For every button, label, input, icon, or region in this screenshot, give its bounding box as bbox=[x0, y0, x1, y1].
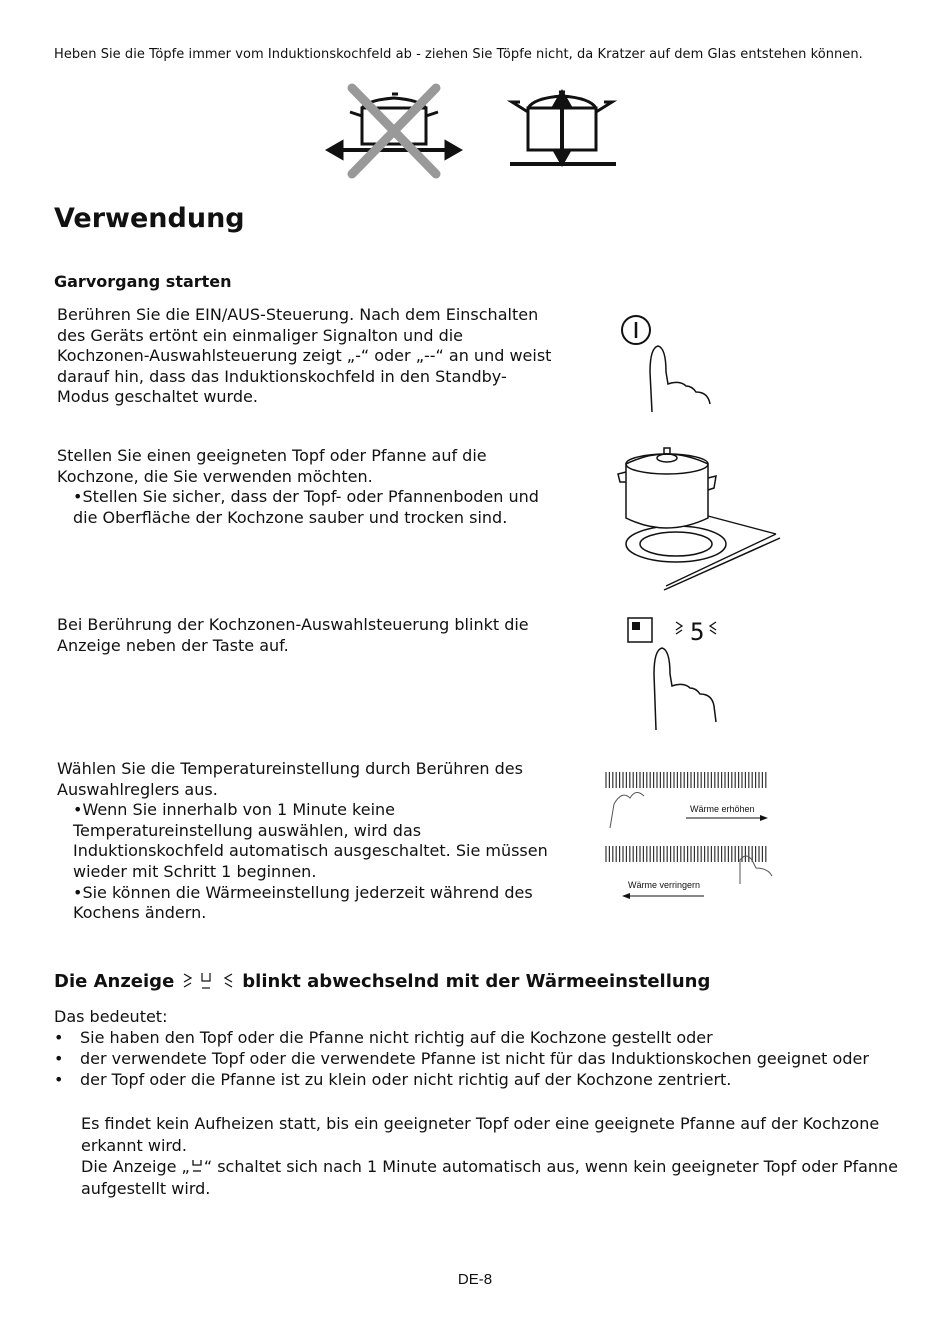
section-subheading: Garvorgang starten bbox=[54, 272, 232, 291]
step-1-line: Berühren Sie die EIN/AUS-Steuerung. Nach dem Einschalten des Geräts ertönt ein einmaliger Signalton und die Kochzonen-Auswahlsteuerung zeigt „-“ oder „--“ an und weist darauf hin, dass das Induktionskochfeld in den Standby-Modus geschaltet wurde. bbox=[57, 305, 552, 407]
heating-note bbox=[81, 1113, 911, 1199]
finger-icon bbox=[654, 648, 716, 730]
bullet: • bbox=[54, 1028, 64, 1047]
step-2-line: Stellen Sie einen geeigneten Topf oder Pfanne auf die Kochzone, die Sie verwenden möchten. bbox=[57, 446, 487, 486]
step-2-bullet: •Stellen Sie sicher, dass der Topf- oder Pfannenboden und die Oberfläche der Kochzone sauber und trocken sind. bbox=[73, 487, 539, 527]
pan-detection-symbol-icon bbox=[182, 970, 234, 992]
meaning-intro: Das bedeutet: bbox=[54, 1007, 168, 1026]
power-touch-illustration bbox=[610, 312, 720, 422]
pan-lift-illustration bbox=[320, 82, 620, 182]
display-heading-before: Die Anzeige bbox=[54, 970, 175, 992]
list-item: • der Topf oder die Pfanne ist zu klein oder nicht richtig auf der Kochzone zentriert. bbox=[54, 1070, 732, 1089]
list-item: • Sie haben den Topf oder die Pfanne nicht richtig auf die Kochzone gestellt oder bbox=[54, 1028, 713, 1047]
increase-label: Wärme erhöhen bbox=[690, 804, 755, 814]
pot-on-cooktop-illustration bbox=[616, 444, 788, 592]
pan-lift-correct-figure bbox=[510, 92, 616, 164]
display-heading-after: blinkt abwechselnd mit der Wärmeeinstellung bbox=[242, 970, 711, 992]
step-4-text bbox=[57, 759, 557, 924]
power-icon bbox=[622, 316, 650, 344]
finger-icon bbox=[650, 346, 710, 412]
finger-icon bbox=[610, 792, 644, 828]
slider-bar-bottom bbox=[606, 846, 766, 862]
meaning-list bbox=[54, 1027, 914, 1090]
decrease-label: Wärme verringern bbox=[628, 880, 701, 890]
step-1-text bbox=[57, 305, 557, 408]
step-2-text bbox=[57, 446, 557, 528]
list-item: • der verwendete Topf oder die verwendete Pfanne ist nicht für das Induktionskochen geeignet oder bbox=[54, 1049, 869, 1068]
slider-illustration bbox=[600, 768, 780, 908]
meaning-section bbox=[54, 1006, 914, 1090]
arrow-left-icon bbox=[622, 893, 630, 899]
display-digit: 5 bbox=[690, 618, 705, 646]
bullet: • bbox=[54, 1049, 64, 1068]
slider-bar-top bbox=[606, 772, 766, 788]
arrow-right-icon bbox=[760, 815, 768, 821]
step-4-line: Wählen Sie die Temperatureinstellung durch Berühren des Auswahlreglers aus. bbox=[57, 759, 523, 799]
display-heading bbox=[54, 970, 710, 992]
step-3-line: Bei Berührung der Kochzonen-Auswahlsteuerung blinkt die Anzeige neben der Taste auf. bbox=[57, 615, 529, 655]
step-4-bullet-1: •Wenn Sie innerhalb von 1 Minute keine Temperatureinstellung auswählen, wird das Induktionskochfeld automatisch ausgeschaltet. Sie müssen wieder mit Schritt 1 beginnen. bbox=[73, 800, 548, 881]
zone-select-key-icon bbox=[628, 618, 652, 642]
bullet: • bbox=[54, 1070, 64, 1089]
zone-select-illustration bbox=[624, 614, 734, 736]
heating-note-p2: Die Anzeige „ “ schaltet sich nach 1 Minute automatisch aus, wenn kein geeigneter Topf oder Pfanne aufgestellt wird. bbox=[81, 1157, 899, 1198]
page-title: Verwendung bbox=[54, 203, 245, 234]
heating-note-p1: Es findet kein Aufheizen statt, bis ein geeigneter Topf oder eine geeignete Pfanne auf der Kochzone erkannt wird. bbox=[81, 1114, 880, 1155]
step-3-text bbox=[57, 615, 557, 656]
pan-symbol-small-icon bbox=[190, 1158, 204, 1174]
pan-handling-note: Heben Sie die Töpfe immer vom Induktionskochfeld ab - ziehen Sie Töpfe nicht, da Kratzer auf dem Glas entstehen können. bbox=[54, 47, 863, 62]
step-4-bullet-2: •Sie können die Wärmeeinstellung jederzeit während des Kochens ändern. bbox=[73, 882, 533, 923]
cross-icon bbox=[352, 88, 436, 174]
page-number: DE-8 bbox=[457, 1271, 493, 1288]
